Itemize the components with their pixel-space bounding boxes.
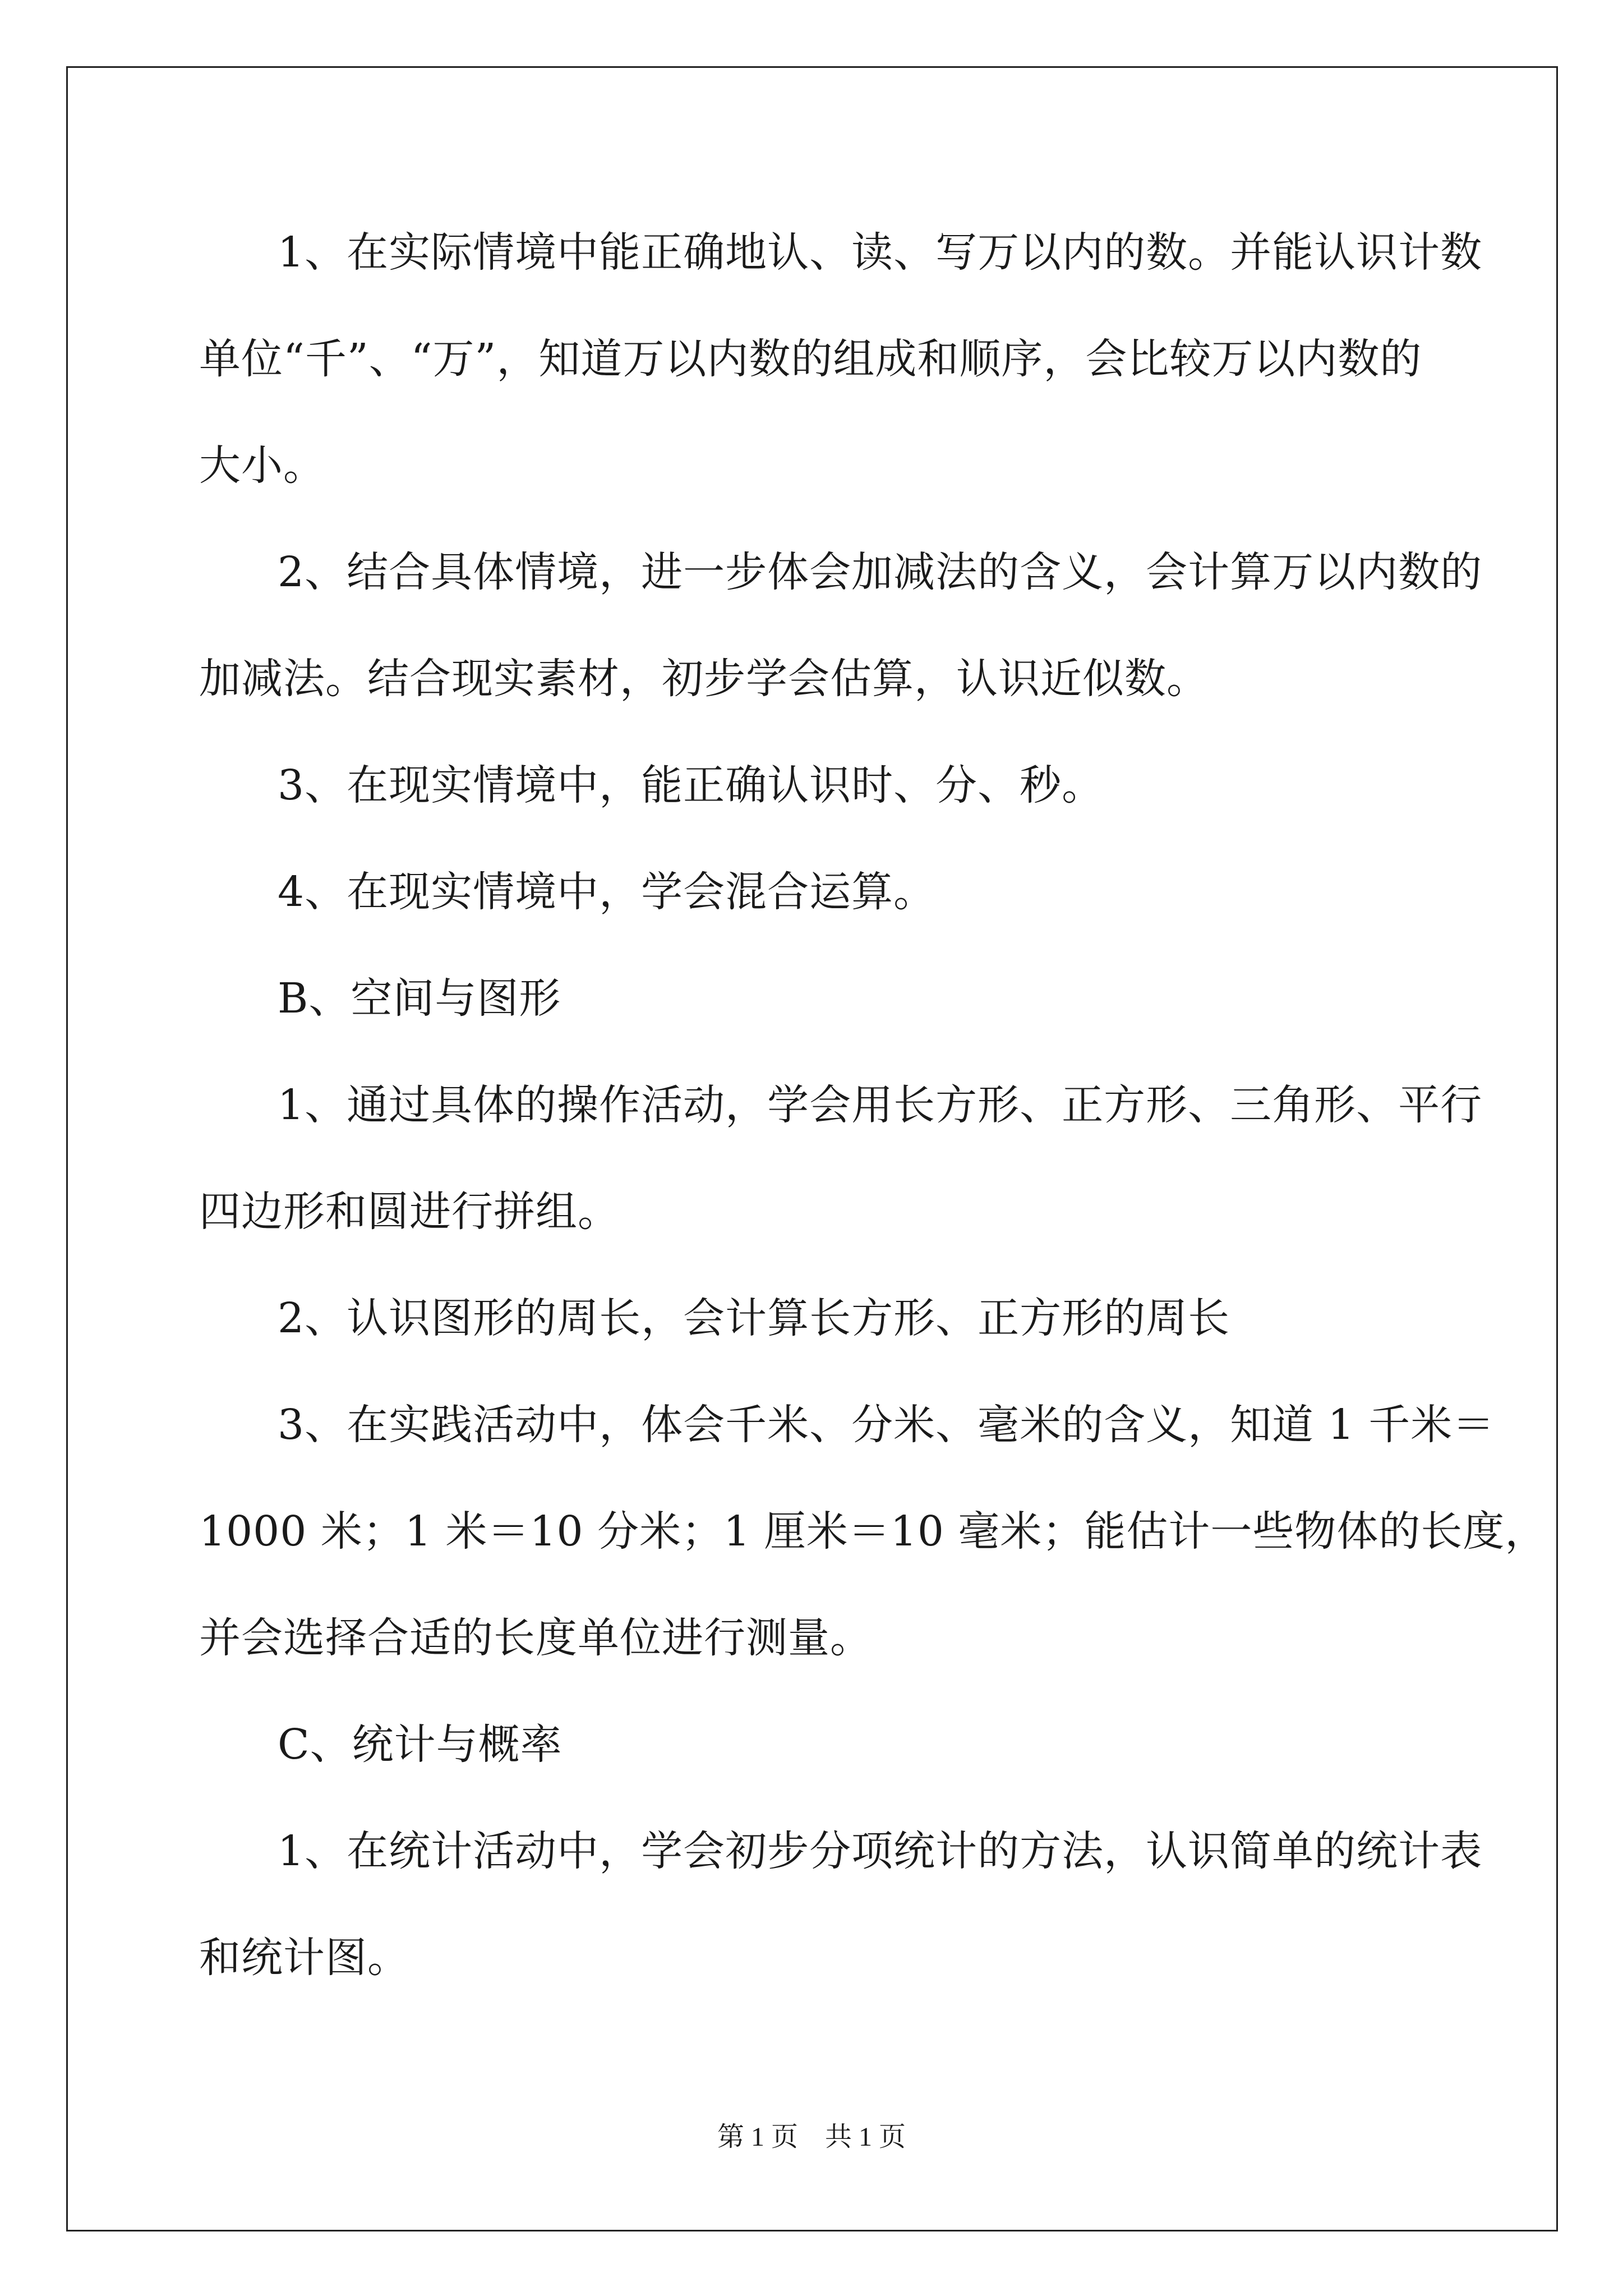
- paragraph-line: 1、在统计活动中，学会初步分项统计的方法，认识简单的统计表: [278, 1827, 1483, 1875]
- page-border: [66, 66, 1558, 2231]
- paragraph-line: 和统计图。: [199, 1934, 409, 1982]
- paragraph-line: 1000 米；1 米＝10 分米；1 厘米＝10 毫米；能估计一些物体的长度，: [199, 1507, 1547, 1556]
- paragraph-line: 并会选择合适的长度单位进行测量。: [199, 1614, 872, 1662]
- paragraph-line: 四边形和圆进行拼组。: [199, 1188, 620, 1236]
- paragraph-line: 3、在现实情境中，能正确认识时、分、秒。: [278, 761, 1104, 809]
- paragraph-line: 4、在现实情境中，学会混合运算。: [278, 868, 936, 916]
- paragraph-line: 3、在实践活动中，体会千米、分米、毫米的含义，知道 1 千米＝: [278, 1401, 1495, 1449]
- paragraph-line: 大小。: [199, 441, 325, 490]
- paragraph-line: 加减法。结合现实素材，初步学会估算，认识近似数。: [199, 655, 1209, 703]
- paragraph-line: 单位“千”、“万”，知道万以内数的组成和顺序，会比较万以内数的: [199, 335, 1422, 383]
- page-footer: 第 1 页 共 1 页: [717, 2122, 906, 2152]
- section-heading: B、空间与图形: [278, 974, 561, 1023]
- paragraph-line: 2、认识图形的周长，会计算长方形、正方形的周长: [278, 1294, 1230, 1342]
- section-heading: C、统计与概率: [278, 1720, 562, 1769]
- paragraph-line: 2、结合具体情境，进一步体会加减法的含义，会计算万以内数的: [278, 548, 1483, 596]
- paragraph-line: 1、在实际情境中能正确地认、读、写万以内的数。并能认识计数: [278, 228, 1483, 277]
- paragraph-line: 1、通过具体的操作活动，学会用长方形、正方形、三角形、平行: [278, 1081, 1483, 1129]
